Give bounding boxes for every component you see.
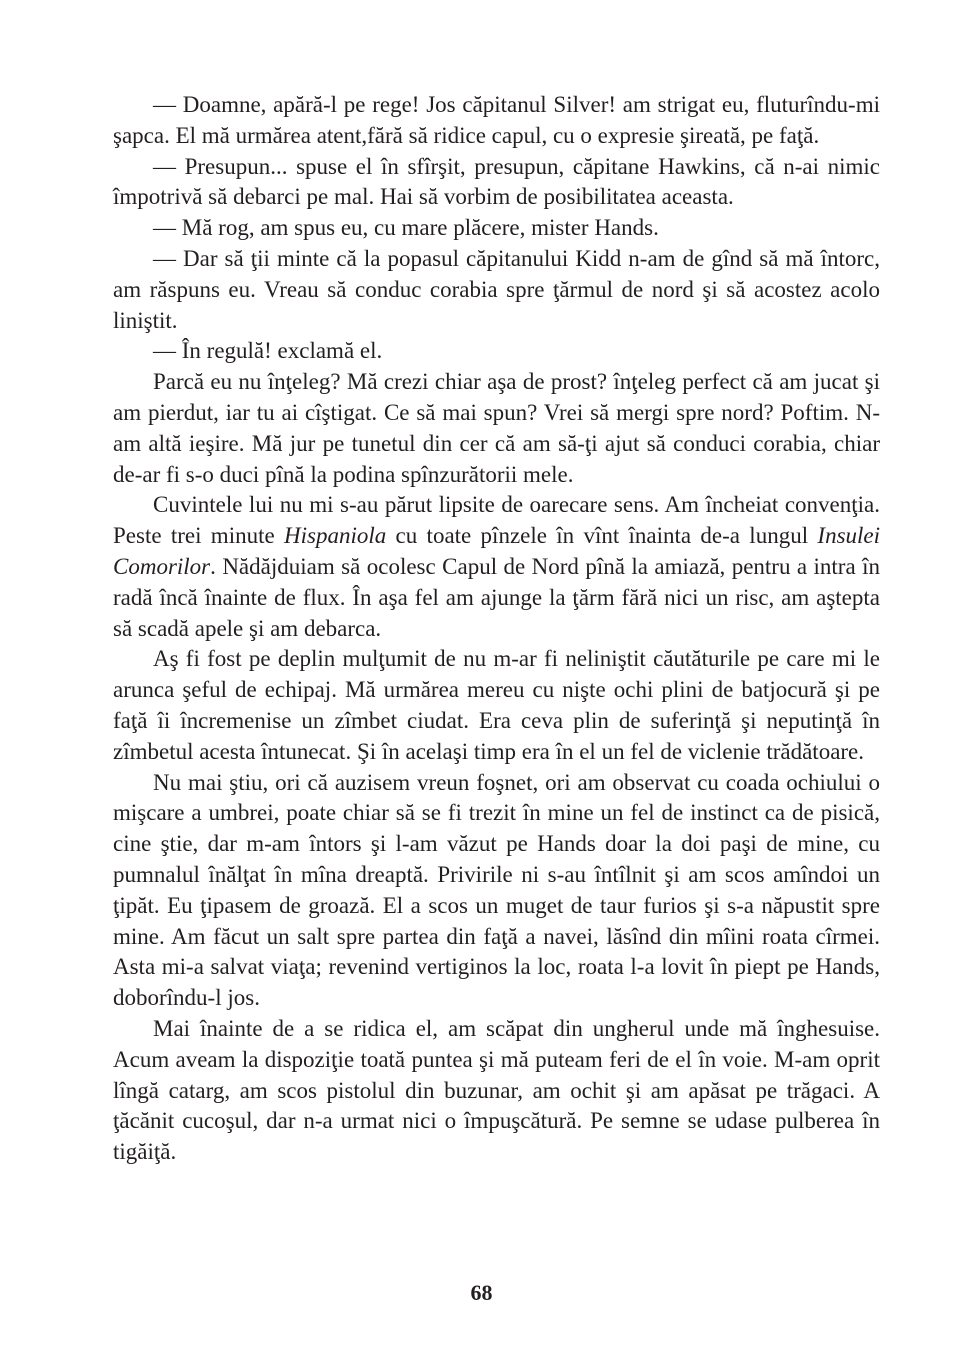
paragraph [113,367,880,490]
text-run: Aş fi fost pe deplin mulţumit de nu m-ar fi neliniştit căutăturile pe care mi le arunca şeful de echipaj. Mă urmărea mereu cu nişte ochi plini de batjocură şi pe faţă îi încremenise un zîmbet ciudat. Era ceva plin de suferinţă şi neputinţă în zîmbetul acesta întunecat. Şi în acelaşi timp era în el un fel de viclenie trădătoare. [113,646,880,764]
text-run: — Presupun... spuse el în sfîrşit, presupun, căpitane Hawkins, că n-ai nimic împotrivă să debarci pe mal. Hai să vorbim de posibilitatea aceasta. [113,153,880,210]
page-number: 68 [470,1280,493,1305]
text-run: Nu mai ştiu, ori că auzisem vreun foşnet, ori am observat cu coada ochiului o mişcare a umbrei, poate chiar să se fi trezit în mine un fel de instinct ca de pisică, cine ştie, dar m-am întors şi l-am văzut pe Hands doar la doi paşi de mine, cu pumnalul înălţat în mîna dreaptă. Privirile ni s-au întîlnit şi am scos amîndoi un ţipăt. Eu ţipasem de groază. El a scos un muget de taur furios şi s-a năpustit spre mine. Am făcut un salt spre partea din faţă a navei, lăsînd din mîini roata cîrmei. Asta mi-a salvat viaţa; revenind vertiginos la loc, roata l-a lovit în piept pe Hands, doborîndu-l jos. [113,769,880,1011]
text-run: — Mă rog, am spus eu, cu mare plăcere, mister Hands. [153,215,659,241]
paragraph [113,1014,880,1168]
paragraph [113,768,880,1014]
paragraph [113,336,880,367]
paragraph [113,644,880,767]
text-run: . Nădăjduiam să ocolesc Capul de Nord pînă la amiază, pentru a intra în radă încă înainte de flux. În aşa fel am ajunge la ţărm fără nici un risc, am aştepta să scadă apele şi am debarca. [113,553,880,641]
text-run: cu toate pînzele în vînt înainta de-a lungul [386,523,818,549]
text-run: Mai înainte de a se ridica el, am scăpat din ungherul unde mă înghesuise. Acum aveam la dispoziţie toată puntea şi mă puteam feri de el în voie. M-am oprit lîngă catarg, am scos pistolul din buzunar, am ochit şi am apăsat pe trăgaci. A ţăcănit cucoşul, dar n-a urmat nici o împuşcătură. Pe semne se udase pulberea în tigăiţă. [113,1015,880,1165]
text-run: — Dar să ţii minte că la popasul căpitanului Kidd n-am de gînd să mă întorc, am răspuns eu. Vreau să conduc corabia spre ţărmul de nord şi să acostez acolo liniştit. [113,245,880,333]
ship-name-italic: Hispaniola [284,523,387,549]
paragraph [113,213,880,244]
text-run: — Doamne, apără-l pe rege! Jos căpitanul Silver! am strigat eu, fluturîndu-mi şapca. El mă urmărea atent,fără să ridice capul, cu o expresie şireată, pe faţă. [113,92,880,148]
text-run: Parcă eu nu înţeleg? Mă crezi chiar aşa de prost? înţeleg perfect că am jucat şi am pierdut, iar tu ai cîştigat. Ce să mai spun? Vrei să mergi spre nord? Poftim. N-am altă ieşire. Mă jur pe tunetul din cer că am să-ţi ajut să conduci corabia, chiar de-ar fi s-o duci pînă la podina spînzurătorii mele. [113,369,880,487]
text-run: — În regulă! exclamă el. [153,338,383,364]
paragraph [113,490,880,644]
paragraph [113,152,880,214]
body-text [113,90,880,1168]
paragraph [113,90,880,152]
paragraph [113,244,880,336]
text-run: Cuvintele lui nu mi s-au părut lipsite de oarecare sens. Am încheiat convenţia. Peste trei minute [113,492,880,549]
island-name-italic: Insulei Comorilor [113,523,881,579]
